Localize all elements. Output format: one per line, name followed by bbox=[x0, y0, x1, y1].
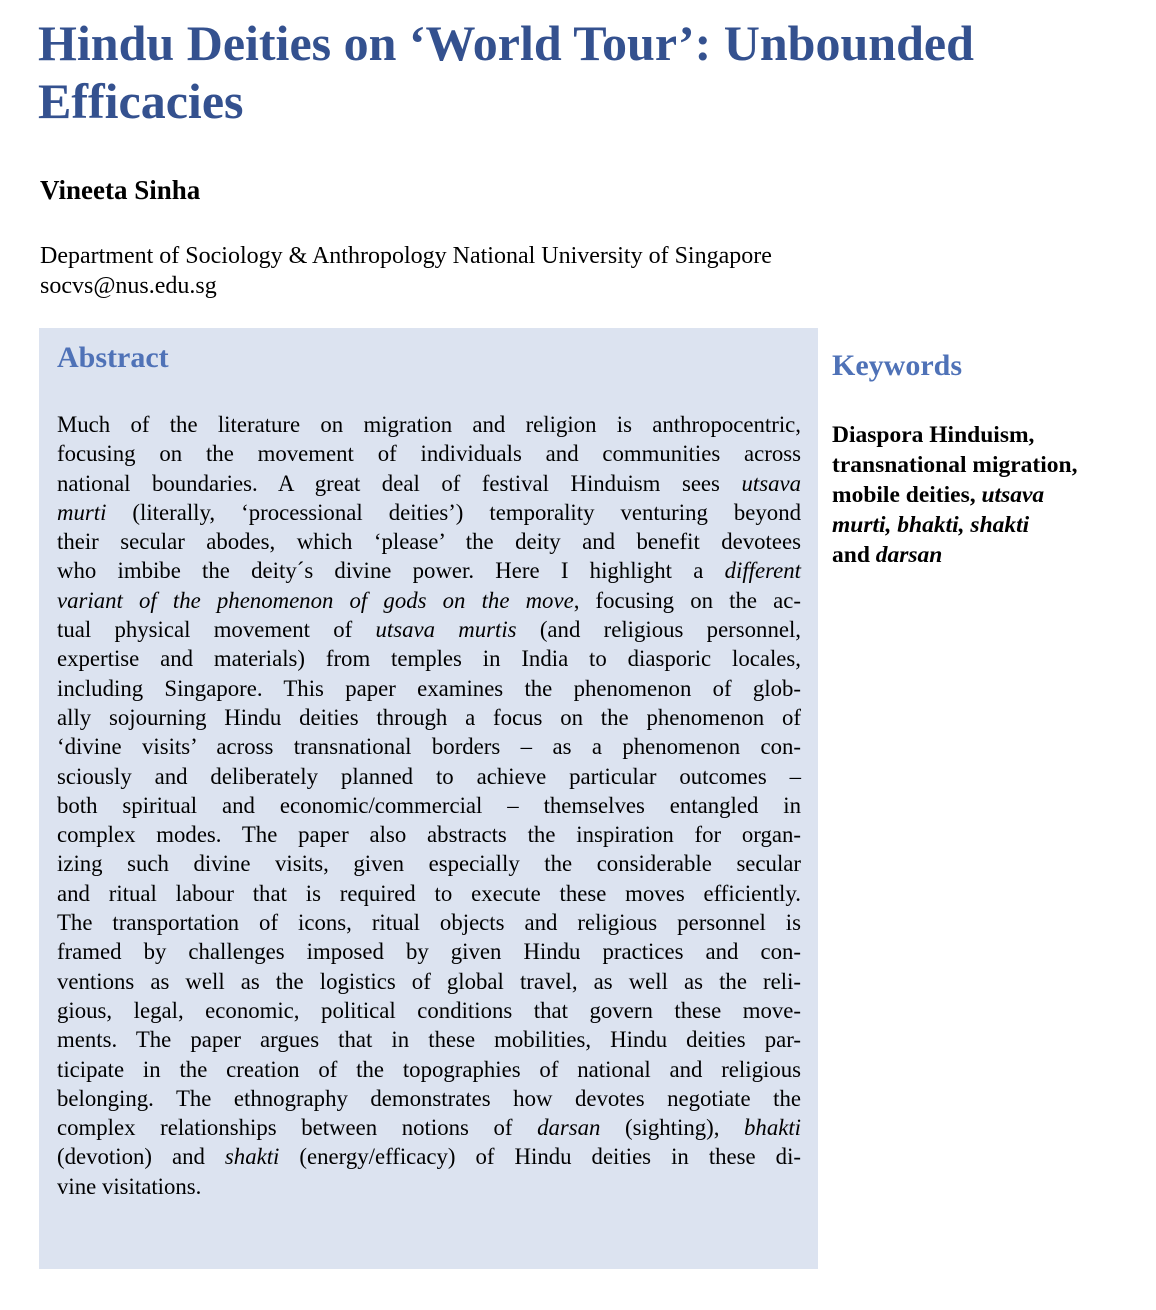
abstract-line bbox=[57, 615, 801, 644]
abstract-panel bbox=[39, 328, 818, 1269]
author-name: Vineeta Sinha bbox=[40, 175, 201, 205]
abstract-line bbox=[57, 849, 801, 878]
abstract-line bbox=[57, 967, 801, 996]
abstract-line bbox=[57, 791, 801, 820]
keywords-heading: Keywords bbox=[832, 349, 962, 382]
text-run: Much of the literature on migration and religion is anthropocentric, bbox=[57, 412, 801, 437]
text-run: tual physical movement of bbox=[57, 617, 376, 643]
keyword-line bbox=[832, 510, 1132, 540]
abstract-line bbox=[57, 1113, 801, 1142]
text-run: vine visitations. bbox=[57, 1173, 202, 1199]
italic-term: murti, bhakti, shakti bbox=[832, 512, 1030, 538]
italic-term: murti bbox=[57, 499, 107, 525]
abstract-line bbox=[57, 908, 801, 937]
italic-term: utsava bbox=[981, 482, 1045, 508]
article-title: Hindu Deities on ‘World Tour’: Unbounded Efficacies bbox=[38, 15, 974, 129]
italic-term: utsava murtis bbox=[375, 617, 517, 643]
keyword-line bbox=[832, 480, 1132, 510]
text-run: and bbox=[832, 542, 876, 568]
text-run: ticipate in the creation of the topographies of national and religious bbox=[57, 1056, 801, 1082]
text-run: complex relationships between notions of bbox=[57, 1115, 538, 1141]
abstract-line bbox=[57, 556, 801, 585]
text-run: ally sojourning Hindu deities through a focus on the phenomenon of bbox=[57, 704, 801, 730]
keywords-list bbox=[832, 420, 1132, 570]
abstract-line bbox=[57, 879, 801, 908]
text-run: ‘divine visits’ across transnational borders – as a phenomenon con- bbox=[57, 734, 801, 760]
text-run: The transportation of icons, ritual objects and religious personnel is bbox=[57, 910, 801, 936]
text-run: belonging. The ethnography demonstrates how devotes negotiate the bbox=[57, 1085, 801, 1111]
text-run: complex modes. The paper also abstracts the inspiration for organ- bbox=[57, 822, 801, 848]
abstract-line bbox=[57, 1025, 801, 1054]
abstract-line bbox=[57, 469, 801, 498]
text-run: mobile deities, bbox=[832, 482, 982, 508]
abstract-line bbox=[57, 937, 801, 966]
text-run: (sighting), bbox=[600, 1115, 745, 1141]
affiliation: Department of Sociology & Anthropology National University of Singapore bbox=[40, 243, 772, 269]
text-run: framed by challenges imposed by given Hindu practices and con- bbox=[57, 939, 801, 965]
text-run: who imbibe the deity´s divine power. Here I highlight a bbox=[57, 558, 725, 584]
abstract-line bbox=[57, 439, 801, 468]
italic-term: darsan bbox=[875, 542, 943, 568]
text-run: (devotion) and bbox=[57, 1144, 225, 1170]
text-run: (and religious personnel, bbox=[516, 617, 801, 643]
abstract-line bbox=[57, 1172, 801, 1201]
abstract-line bbox=[57, 732, 801, 761]
abstract-line bbox=[57, 1055, 801, 1084]
text-run: national boundaries. A great deal of festival Hinduism sees bbox=[57, 470, 742, 496]
italic-term: darsan bbox=[537, 1115, 601, 1141]
abstract-line bbox=[57, 498, 801, 527]
text-run: ventions as well as the logistics of global travel, as well as the reli- bbox=[57, 968, 801, 994]
text-run: sciously and deliberately planned to achieve particular outcomes – bbox=[57, 763, 801, 789]
text-run: (energy/efficacy) of Hindu deities in these di- bbox=[279, 1144, 802, 1170]
abstract-line bbox=[57, 820, 801, 849]
text-run: expertise and materials) from temples in India to diasporic locales, bbox=[57, 646, 801, 672]
email: socvs@nus.edu.sg bbox=[40, 273, 217, 299]
abstract-line bbox=[57, 1084, 801, 1113]
abstract-line bbox=[57, 410, 801, 439]
text-run: including Singapore. This paper examines the phenomenon of glob- bbox=[57, 675, 801, 701]
abstract-line bbox=[57, 644, 801, 673]
keyword-line bbox=[832, 450, 1132, 480]
abstract-line bbox=[57, 1142, 801, 1171]
italic-term: bhakti bbox=[744, 1115, 801, 1141]
author-affiliation-block bbox=[40, 241, 1040, 301]
italic-term: variant of the phenomenon of gods on the move bbox=[57, 587, 574, 613]
text-run: and ritual labour that is required to execute these moves efficiently. bbox=[57, 880, 801, 906]
italic-term: shakti bbox=[224, 1144, 280, 1170]
abstract-line bbox=[57, 586, 801, 615]
text-run: (literally, ‘processional deities’) temporality venturing beyond bbox=[106, 499, 801, 525]
text-run: their secular abodes, which ‘please’ the deity and benefit devotees bbox=[57, 529, 801, 555]
keyword-line bbox=[832, 540, 1132, 570]
abstract-line bbox=[57, 996, 801, 1025]
text-run: focusing on the movement of individuals and communities across bbox=[57, 441, 801, 467]
abstract-line bbox=[57, 527, 801, 556]
abstract-line bbox=[57, 674, 801, 703]
keyword-line bbox=[832, 420, 1132, 450]
text-run: transnational migration, bbox=[832, 452, 1078, 478]
abstract-line bbox=[57, 703, 801, 732]
text-run: both spiritual and economic/commercial – themselves entangled in bbox=[57, 792, 801, 818]
text-run: izing such divine visits, given especially the considerable secular bbox=[57, 851, 801, 877]
abstract-heading: Abstract bbox=[57, 341, 169, 374]
italic-term: different bbox=[724, 558, 801, 584]
text-run: gious, legal, economic, political conditions that govern these move- bbox=[57, 997, 801, 1023]
abstract-line bbox=[57, 762, 801, 791]
text-run: ments. The paper argues that in these mobilities, Hindu deities par- bbox=[57, 1027, 801, 1053]
text-run: , focusing on the ac- bbox=[573, 587, 801, 613]
text-run: Diaspora Hinduism, bbox=[832, 422, 1035, 448]
abstract-body bbox=[57, 410, 801, 1201]
italic-term: utsava bbox=[741, 470, 801, 496]
